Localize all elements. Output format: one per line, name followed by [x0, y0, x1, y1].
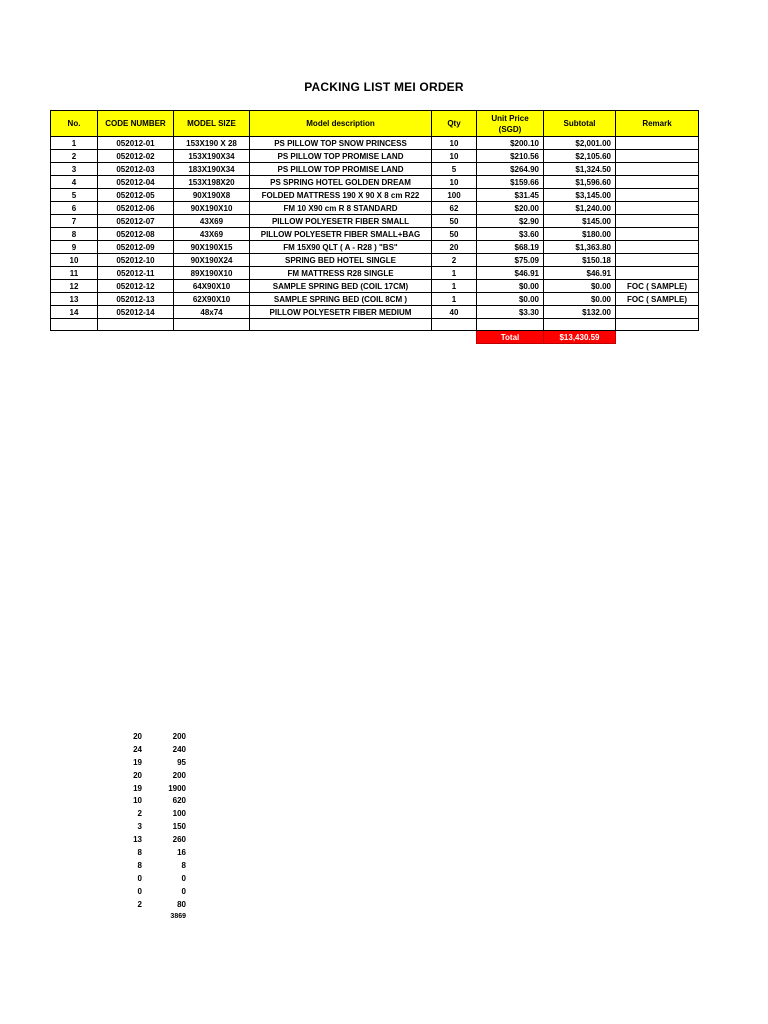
cell-remark	[616, 254, 699, 267]
cell-model-size: 153X190 X 28	[174, 137, 250, 150]
cell-subtotal: $132.00	[544, 306, 616, 319]
tally-count: 2	[137, 899, 142, 909]
cell-remark	[616, 150, 699, 163]
cell-remark: FOC ( SAMPLE)	[616, 293, 699, 306]
tally-count: 8	[137, 847, 142, 857]
cell-unit-price: $264.90	[477, 163, 544, 176]
cell-remark	[616, 189, 699, 202]
cell-remark	[616, 137, 699, 150]
table-row	[51, 280, 699, 293]
cell-no: 8	[51, 228, 98, 241]
cell-description: SAMPLE SPRING BED (COIL 8CM )	[250, 293, 432, 306]
cell-model-size: 89X190X10	[174, 267, 250, 280]
cell-no: 5	[51, 189, 98, 202]
cell-subtotal: $0.00	[544, 280, 616, 293]
cell-subtotal: $3,145.00	[544, 189, 616, 202]
cell-no: 4	[51, 176, 98, 189]
blank-row	[51, 319, 699, 331]
tally-row	[110, 794, 186, 807]
cell-no: 10	[51, 254, 98, 267]
cell-subtotal: $1,240.00	[544, 202, 616, 215]
tally-value: 150	[172, 822, 186, 832]
tally-count: 19	[133, 757, 142, 767]
tally-count: 13	[133, 835, 142, 845]
total-label: Total	[477, 331, 544, 344]
cell-unit-price: $210.56	[477, 150, 544, 163]
cell-qty: 1	[432, 293, 477, 306]
tally-value: 0	[181, 873, 186, 883]
table-row	[51, 267, 699, 280]
tally-value: 80	[177, 899, 186, 909]
cell-code-number: 052012-10	[98, 254, 174, 267]
cell-code-number: 052012-13	[98, 293, 174, 306]
tally-count: 0	[137, 873, 142, 883]
cell-qty: 10	[432, 176, 477, 189]
cell-subtotal: $1,324.50	[544, 163, 616, 176]
cell-qty: 62	[432, 202, 477, 215]
cell-code-number: 052012-01	[98, 137, 174, 150]
tally-sum: 3869	[170, 913, 186, 921]
cell-code-number: 052012-08	[98, 228, 174, 241]
cell-unit-price: $46.91	[477, 267, 544, 280]
header-qty: Qty	[432, 111, 477, 137]
cell-code-number: 052012-02	[98, 150, 174, 163]
table-row	[51, 306, 699, 319]
cell-code-number: 052012-07	[98, 215, 174, 228]
unit-price-currency: (SGD)	[498, 124, 522, 134]
cell-unit-price: $3.30	[477, 306, 544, 319]
cell-model-size: 90X190X15	[174, 241, 250, 254]
header-subtotal: Subtotal	[544, 111, 616, 137]
cell-no: 2	[51, 150, 98, 163]
cell-model-size: 62X90X10	[174, 293, 250, 306]
cell-no: 12	[51, 280, 98, 293]
cell-qty: 50	[432, 228, 477, 241]
tally-row	[110, 898, 186, 911]
cell-qty: 40	[432, 306, 477, 319]
cell-code-number: 052012-09	[98, 241, 174, 254]
tally-value: 95	[177, 757, 186, 767]
cell-unit-price: $2.90	[477, 215, 544, 228]
cell-subtotal: $180.00	[544, 228, 616, 241]
cell-subtotal: $145.00	[544, 215, 616, 228]
cell-code-number: 052012-05	[98, 189, 174, 202]
cell-unit-price: $0.00	[477, 280, 544, 293]
cell-no: 6	[51, 202, 98, 215]
cell-code-number: 052012-14	[98, 306, 174, 319]
cell-remark	[616, 202, 699, 215]
header-unit-price	[477, 111, 544, 137]
cell-description: PS SPRING HOTEL GOLDEN DREAM	[250, 176, 432, 189]
cell-unit-price: $31.45	[477, 189, 544, 202]
cell-code-number: 052012-12	[98, 280, 174, 293]
cell-no: 1	[51, 137, 98, 150]
cell-remark	[616, 241, 699, 254]
tally-row	[110, 756, 186, 769]
cell-model-size: 153X198X20	[174, 176, 250, 189]
packing-list-table	[50, 110, 699, 344]
cell-qty: 10	[432, 150, 477, 163]
cell-unit-price: $75.09	[477, 254, 544, 267]
cell-description: FM MATTRESS R28 SINGLE	[250, 267, 432, 280]
tally-count: 19	[133, 783, 142, 793]
tally-value: 0	[181, 886, 186, 896]
tally-count: 3	[137, 822, 142, 832]
cell-model-size: 183X190X34	[174, 163, 250, 176]
tally-row	[110, 807, 186, 820]
cell-description: PS PILLOW TOP PROMISE LAND	[250, 150, 432, 163]
tally-row	[110, 820, 186, 833]
tally-count: 24	[133, 744, 142, 754]
cell-remark	[616, 163, 699, 176]
cell-qty: 2	[432, 254, 477, 267]
cell-description: FM 15X90 QLT ( A - R28 ) "BS"	[250, 241, 432, 254]
tally-count: 0	[137, 886, 142, 896]
cell-remark	[616, 215, 699, 228]
tally-value: 8	[181, 860, 186, 870]
table-row	[51, 254, 699, 267]
cell-unit-price: $0.00	[477, 293, 544, 306]
cell-no: 7	[51, 215, 98, 228]
table-row	[51, 228, 699, 241]
cell-remark	[616, 228, 699, 241]
cell-code-number: 052012-11	[98, 267, 174, 280]
cell-unit-price: $159.66	[477, 176, 544, 189]
table-row	[51, 137, 699, 150]
table-row	[51, 150, 699, 163]
tally-row	[110, 833, 186, 846]
cell-unit-price: $3.60	[477, 228, 544, 241]
cell-model-size: 48x74	[174, 306, 250, 319]
cell-description: PS PILLOW TOP PROMISE LAND	[250, 163, 432, 176]
header-no: No.	[51, 111, 98, 137]
cell-description: SAMPLE SPRING BED (COIL 17CM)	[250, 280, 432, 293]
cell-subtotal: $1,596.60	[544, 176, 616, 189]
header-code-number: CODE NUMBER	[98, 111, 174, 137]
tally-row	[110, 743, 186, 756]
cell-unit-price: $20.00	[477, 202, 544, 215]
cell-code-number: 052012-06	[98, 202, 174, 215]
table-row	[51, 241, 699, 254]
cell-model-size: 153X190X34	[174, 150, 250, 163]
header-remark: Remark	[616, 111, 699, 137]
cell-model-size: 90X190X24	[174, 254, 250, 267]
cell-model-size: 90X190X10	[174, 202, 250, 215]
cell-no: 9	[51, 241, 98, 254]
cell-qty: 20	[432, 241, 477, 254]
table-row	[51, 163, 699, 176]
cell-subtotal: $150.18	[544, 254, 616, 267]
cell-model-size: 90X190X8	[174, 189, 250, 202]
cell-remark	[616, 267, 699, 280]
cell-no: 14	[51, 306, 98, 319]
table-row	[51, 176, 699, 189]
cell-qty: 100	[432, 189, 477, 202]
cell-qty: 50	[432, 215, 477, 228]
cell-unit-price: $68.19	[477, 241, 544, 254]
cell-code-number: 052012-04	[98, 176, 174, 189]
tally-value: 100	[172, 809, 186, 819]
cell-subtotal: $2,001.00	[544, 137, 616, 150]
tally-row	[110, 846, 186, 859]
cell-description: PILLOW POLYESETR FIBER SMALL	[250, 215, 432, 228]
table-row	[51, 189, 699, 202]
tally-table	[110, 730, 186, 923]
page-title: PACKING LIST MEI ORDER	[304, 80, 464, 94]
tally-value: 620	[172, 796, 186, 806]
tally-value: 1900	[168, 783, 186, 793]
header-model-size: MODEL SIZE	[174, 111, 250, 137]
tally-row	[110, 859, 186, 872]
cell-subtotal: $0.00	[544, 293, 616, 306]
tally-row	[110, 782, 186, 795]
cell-model-size: 43X69	[174, 228, 250, 241]
tally-value: 260	[172, 835, 186, 845]
tally-row	[110, 872, 186, 885]
cell-model-size: 64X90X10	[174, 280, 250, 293]
cell-qty: 1	[432, 280, 477, 293]
table-row	[51, 202, 699, 215]
tally-count: 8	[137, 860, 142, 870]
cell-description: FM 10 X90 cm R 8 STANDARD	[250, 202, 432, 215]
cell-no: 13	[51, 293, 98, 306]
tally-value: 16	[177, 847, 186, 857]
cell-description: PILLOW POLYESETR FIBER MEDIUM	[250, 306, 432, 319]
cell-no: 11	[51, 267, 98, 280]
total-value: $13,430.59	[544, 331, 616, 344]
table-row	[51, 293, 699, 306]
cell-no: 3	[51, 163, 98, 176]
cell-model-size: 43X69	[174, 215, 250, 228]
header-model-description: Model description	[250, 111, 432, 137]
cell-description: FOLDED MATTRESS 190 X 90 X 8 cm R22	[250, 189, 432, 202]
table-row	[51, 215, 699, 228]
tally-value: 200	[172, 770, 186, 780]
cell-remark	[616, 176, 699, 189]
tally-row	[110, 730, 186, 743]
cell-qty: 1	[432, 267, 477, 280]
cell-description: PILLOW POLYESETR FIBER SMALL+BAG	[250, 228, 432, 241]
cell-code-number: 052012-03	[98, 163, 174, 176]
unit-price-label: Unit Price	[491, 113, 529, 123]
cell-remark: FOC ( SAMPLE)	[616, 280, 699, 293]
cell-subtotal: $46.91	[544, 267, 616, 280]
cell-description: PS PILLOW TOP SNOW PRINCESS	[250, 137, 432, 150]
total-row	[51, 331, 699, 344]
cell-description: SPRING BED HOTEL SINGLE	[250, 254, 432, 267]
tally-count: 20	[133, 770, 142, 780]
tally-value: 240	[172, 744, 186, 754]
tally-sum-row	[110, 910, 186, 923]
cell-qty: 5	[432, 163, 477, 176]
cell-subtotal: $1,363.80	[544, 241, 616, 254]
cell-qty: 10	[432, 137, 477, 150]
cell-unit-price: $200.10	[477, 137, 544, 150]
tally-value: 200	[172, 731, 186, 741]
header-row	[51, 111, 699, 137]
cell-subtotal: $2,105.60	[544, 150, 616, 163]
cell-remark	[616, 306, 699, 319]
tally-row	[110, 885, 186, 898]
tally-row	[110, 769, 186, 782]
tally-count: 20	[133, 731, 142, 741]
tally-count: 10	[133, 796, 142, 806]
tally-count: 2	[137, 809, 142, 819]
